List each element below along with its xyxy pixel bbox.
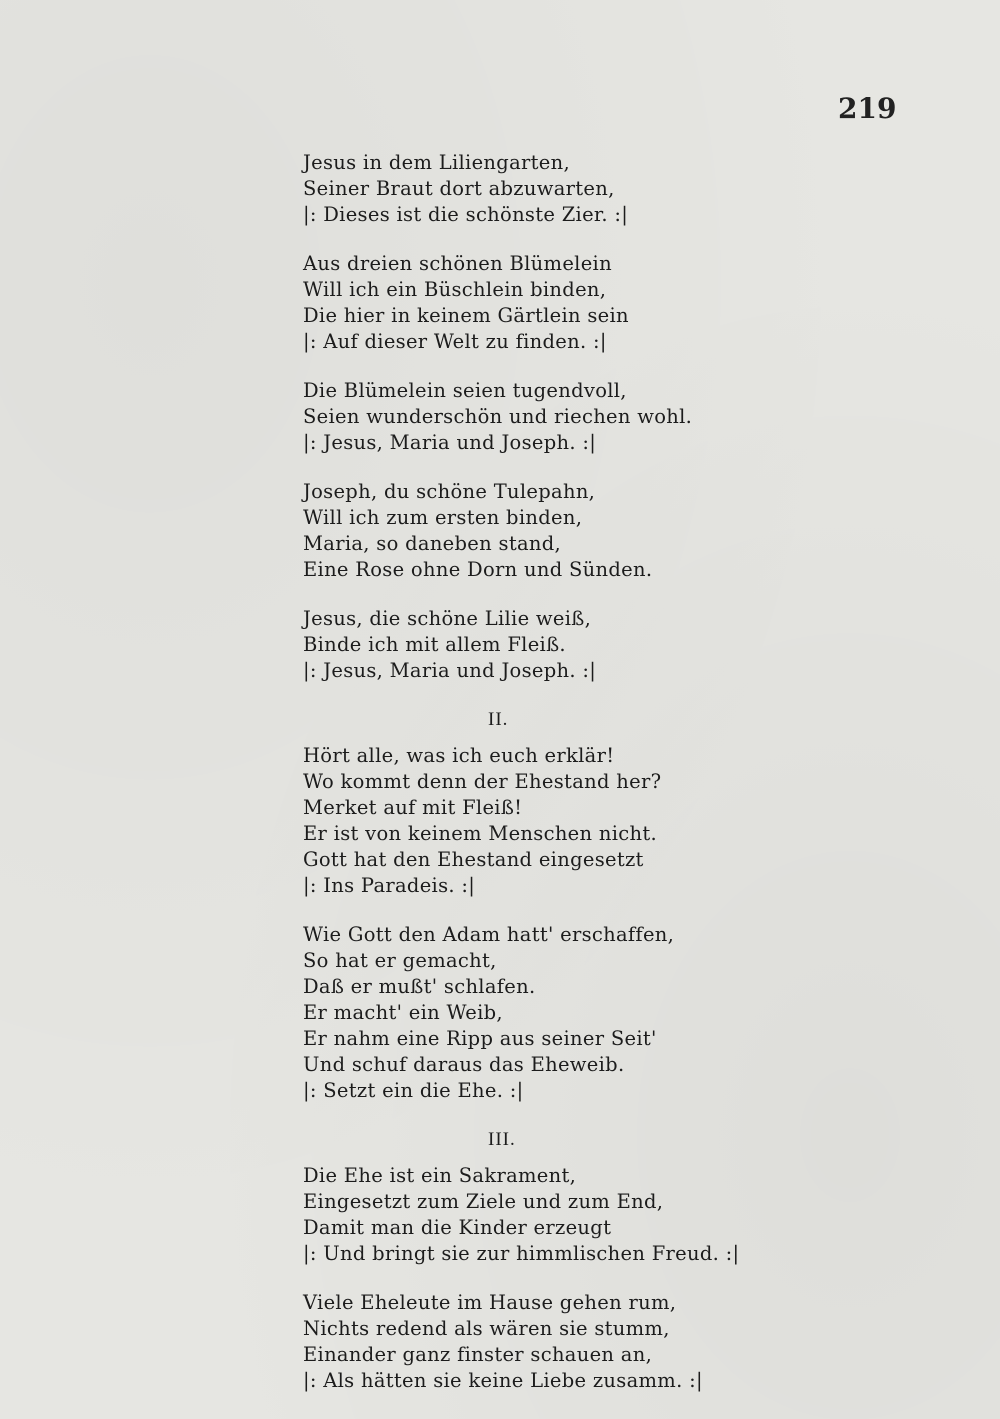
verse-line: Die Blümelein seien tugendvoll, bbox=[303, 379, 627, 402]
verse-line: Wie Gott den Adam hatt' erschaffen, bbox=[303, 923, 675, 946]
verse-line: Daß er mußt' schlafen. bbox=[303, 975, 536, 998]
verse-line: Viele Eheleute im Hause gehen rum, bbox=[303, 1291, 677, 1314]
verse-line: |: Dieses ist die schönste Zier. :| bbox=[303, 203, 629, 226]
stanza bbox=[303, 1163, 863, 1267]
verse-line: Gott hat den Ehestand eingesetzt bbox=[303, 848, 644, 871]
stanza bbox=[303, 251, 863, 355]
verse-line: Damit man die Kinder erzeugt bbox=[303, 1216, 612, 1239]
verse-line: Will ich ein Büschlein binden, bbox=[303, 278, 607, 301]
verse-line: |: Jesus, Maria und Joseph. :| bbox=[303, 659, 597, 682]
verse-line: Aus dreien schönen Blümelein bbox=[303, 252, 612, 275]
verse-line: Er nahm eine Ripp aus seiner Seit' bbox=[303, 1027, 657, 1050]
verse-line: Und schuf daraus das Eheweib. bbox=[303, 1053, 625, 1076]
section-heading-iii: III. bbox=[488, 1129, 516, 1150]
verse-line: Wo kommt denn der Ehestand her? bbox=[303, 770, 662, 793]
song-part-2 bbox=[303, 743, 863, 1104]
verse-line: Merket auf mit Fleiß! bbox=[303, 796, 523, 819]
verse-line: Maria, so daneben stand, bbox=[303, 532, 562, 555]
verse-line: Binde ich mit allem Fleiß. bbox=[303, 633, 566, 656]
stanza bbox=[303, 1290, 863, 1394]
verse-line: Eine Rose ohne Dorn und Sünden. bbox=[303, 558, 653, 581]
song-part-1 bbox=[303, 150, 863, 684]
verse-line: Er macht' ein Weib, bbox=[303, 1001, 503, 1024]
verse-line: Joseph, du schöne Tulepahn, bbox=[303, 480, 596, 503]
verse-line: Will ich zum ersten binden, bbox=[303, 506, 583, 529]
verse-line: Die Ehe ist ein Sakrament, bbox=[303, 1164, 577, 1187]
verse-line: Jesus, die schöne Lilie weiß, bbox=[303, 607, 592, 630]
verse-line: Nichts redend als wären sie stumm, bbox=[303, 1317, 670, 1340]
verse-line: Eingesetzt zum Ziele und zum End, bbox=[303, 1190, 664, 1213]
verse-line: |: Ins Paradeis. :| bbox=[303, 874, 476, 897]
verse-line: |: Jesus, Maria und Joseph. :| bbox=[303, 431, 597, 454]
verse-line: Seien wunderschön und riechen wohl. bbox=[303, 405, 693, 428]
verse-line: |: Und bringt sie zur himmlischen Freud. :| bbox=[303, 1242, 740, 1265]
song-text bbox=[303, 150, 863, 1417]
verse-line: Seiner Braut dort abzuwarten, bbox=[303, 177, 615, 200]
verse-line: So hat er gemacht, bbox=[303, 949, 497, 972]
verse-line: Jesus in dem Liliengarten, bbox=[303, 151, 570, 174]
verse-line: Er ist von keinem Menschen nicht. bbox=[303, 822, 657, 845]
page-number: 219 bbox=[838, 92, 897, 125]
verse-line: |: Als hätten sie keine Liebe zusamm. :| bbox=[303, 1369, 703, 1392]
stanza bbox=[303, 606, 863, 684]
section-heading-ii: II. bbox=[488, 709, 509, 730]
verse-line: Hört alle, was ich euch erklär! bbox=[303, 744, 615, 767]
stanza bbox=[303, 378, 863, 456]
stanza bbox=[303, 479, 863, 583]
verse-line: Die hier in keinem Gärtlein sein bbox=[303, 304, 629, 327]
stanza bbox=[303, 922, 863, 1104]
verse-line: |: Setzt ein die Ehe. :| bbox=[303, 1079, 524, 1102]
stanza bbox=[303, 743, 863, 899]
verse-line: |: Auf dieser Welt zu finden. :| bbox=[303, 330, 607, 353]
verse-line: Einander ganz finster schauen an, bbox=[303, 1343, 653, 1366]
song-part-3 bbox=[303, 1163, 863, 1394]
stanza bbox=[303, 150, 863, 228]
